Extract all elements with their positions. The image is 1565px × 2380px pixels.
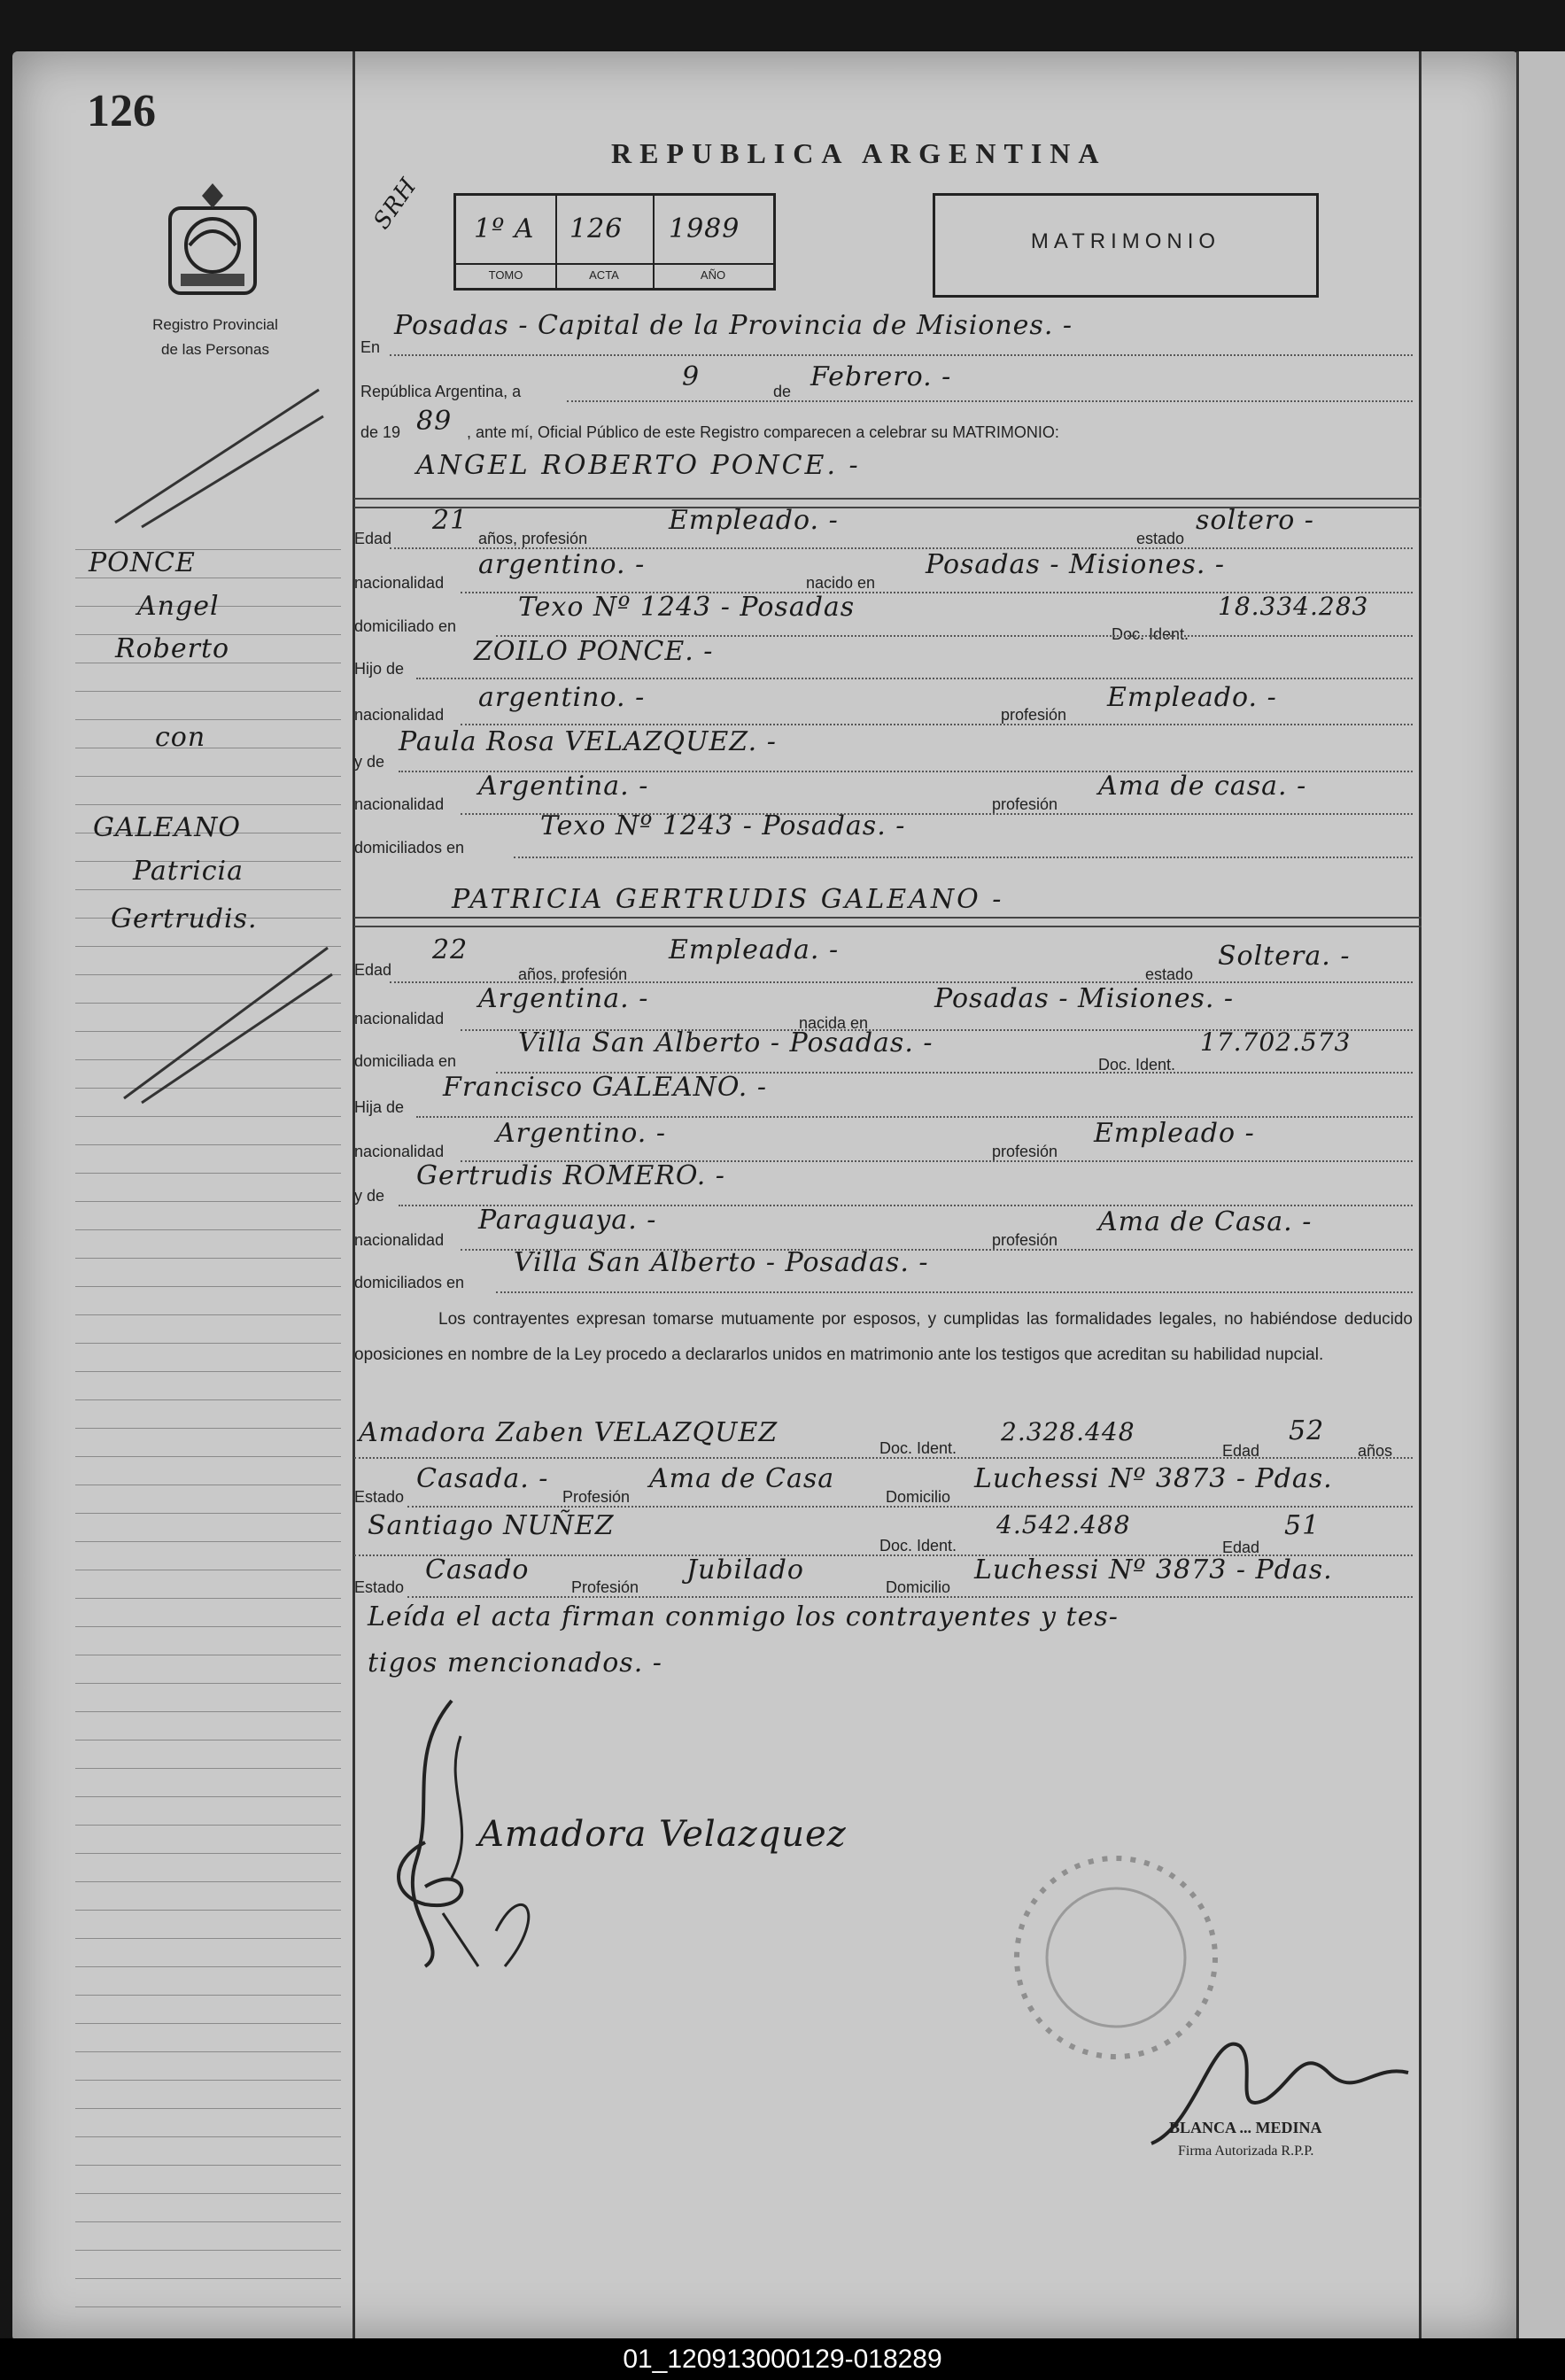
tomo-acta-anio-box [453, 193, 776, 291]
bride-mother: Gertrudis ROMERO. - [416, 1160, 725, 1191]
de-label: de [773, 383, 792, 400]
margin-ruled-line [75, 2051, 341, 2052]
image-caption: 01_120913000129-018289 [0, 2338, 1565, 2380]
margin-ruled-line [75, 2221, 341, 2222]
groom-mother-prof-label: profesión [992, 795, 1058, 813]
groom-status-label: estado [1136, 530, 1185, 547]
margin-ruled-line [75, 1116, 341, 1117]
bride-birthplace-label: nacida en [799, 1014, 869, 1032]
margin-ruled-line [75, 1229, 341, 1230]
bride-father-prof: Empleado - [1094, 1118, 1255, 1149]
bride-name: PATRICIA GERTRUDIS GALEANO - [452, 884, 1004, 915]
witness1-status-label: Estado [354, 1488, 405, 1506]
margin-ruled-line [75, 1513, 341, 1514]
margin-ruled-line [75, 2023, 341, 2024]
register-line2: de las Personas [161, 341, 269, 358]
witness2-address: Luchessi Nº 3873 - Pdas. [974, 1554, 1333, 1585]
margin-ruled-line [75, 776, 341, 777]
margin-ruled-line [75, 1881, 341, 1882]
witness2-status: Casado [425, 1554, 530, 1585]
bride-age-label: Edad [354, 961, 392, 979]
groom-mother: Paula Rosa VELAZQUEZ. - [399, 726, 777, 757]
witness1-name: Amadora Zaben VELAZQUEZ [359, 1417, 779, 1448]
groom-name: ANGEL ROBERTO PONCE. - [416, 450, 861, 481]
dotted-line [496, 1291, 1413, 1293]
rule [354, 498, 1422, 500]
margin-ruled-line [75, 2108, 341, 2109]
margin-ruled-line [75, 1428, 341, 1429]
witness2-profession: Jubilado [686, 1554, 804, 1585]
groom-profession: Empleado. - [669, 505, 839, 536]
margin-ruled-line [75, 1796, 341, 1797]
margin-ruled-line [75, 1626, 341, 1627]
margin-ruled-line [75, 1825, 341, 1826]
witness-signature: Amadora Velazquez [478, 1814, 847, 1855]
dotted-line [461, 724, 1413, 725]
bride-father-prof-label: profesión [992, 1143, 1058, 1160]
day-value: 9 [682, 361, 701, 392]
margin-ruled-line [75, 1768, 341, 1769]
groom-age-label: Edad [354, 530, 392, 547]
witness1-address-label: Domicilio [886, 1488, 951, 1506]
witness1-id-label: Doc. Ident. [879, 1439, 957, 1457]
groom-address: Texo Nº 1243 - Posadas [518, 592, 856, 623]
groom-father-nat: argentino. - [478, 682, 646, 713]
margin-connector: con [155, 722, 206, 753]
groom-parents-address: Texo Nº 1243 - Posadas. - [540, 810, 906, 841]
dotted-line [407, 1506, 1413, 1508]
groom-age: 21 [432, 505, 469, 536]
witness1-prof-label: Profesión [562, 1488, 631, 1506]
bride-address: Villa San Alberto - Posadas. - [518, 1027, 934, 1058]
bride-parents-address: Villa San Alberto - Posadas. - [514, 1247, 929, 1278]
margin-ruled-line [75, 2278, 341, 2279]
register-line1: Registro Provincial [152, 316, 278, 333]
margin-ruled-line [75, 1938, 341, 1939]
margin-bride-given1: Patricia [133, 856, 244, 887]
margin-groom-given2: Roberto [115, 633, 230, 664]
bride-father-nat-label: nacionalidad [354, 1143, 445, 1160]
bride-nationality-label: nacionalidad [354, 1010, 445, 1027]
groom-father-label: Hijo de [354, 660, 405, 678]
margin-ruled-line [75, 1966, 341, 1967]
margin-ruled-line [75, 2250, 341, 2251]
margin-bride-given2: Gertrudis. [111, 903, 258, 934]
margin-groom-surname: PONCE [89, 547, 196, 578]
bride-father: Francisco GALEANO. - [443, 1072, 767, 1103]
margin-ruled-line [75, 1144, 341, 1145]
dotted-line [407, 1596, 1413, 1598]
witness2-age-label: Edad [1222, 1539, 1260, 1556]
anio-label: AÑO [700, 268, 726, 282]
bride-prof-label: años, profesión [518, 965, 628, 983]
groom-father: ZOILO PONCE. - [474, 636, 714, 667]
tomo-value: 1º A [474, 213, 535, 244]
margin-ruled-line [75, 1541, 341, 1542]
folio-number: 126 [87, 86, 156, 136]
groom-id: 18.334.283 [1218, 592, 1369, 621]
margin-ruled-line [75, 1343, 341, 1344]
bride-age: 22 [432, 934, 469, 965]
dotted-line [390, 354, 1413, 356]
place-value: Posadas - Capital de la Provincia de Misiones. - [394, 310, 1073, 341]
officer-stamp-title: Firma Autorizada R.P.P. [1178, 2144, 1314, 2159]
margin-ruled-line [75, 1399, 341, 1400]
republica-label: República Argentina, a [360, 383, 522, 400]
groom-parents-address-label: domiciliados en [354, 839, 465, 857]
witness1-age-label: Edad [1222, 1442, 1260, 1460]
right-border-line [1419, 51, 1422, 2341]
dotted-line [567, 400, 1413, 402]
groom-status: soltero - [1196, 505, 1314, 536]
witness2-status-label: Estado [354, 1578, 405, 1596]
groom-prof-label: años, profesión [478, 530, 588, 547]
groom-mother-nat-label: nacionalidad [354, 795, 445, 813]
bride-mother-prof: Ama de Casa. - [1098, 1206, 1313, 1237]
margin-groom-given1: Angel [137, 591, 220, 622]
margin-ruled-line [75, 889, 341, 890]
provincial-seal-icon [163, 182, 262, 298]
month-value: Febrero. - [810, 361, 952, 392]
dotted-line [416, 678, 1413, 679]
margin-slash-mark [106, 381, 328, 531]
bride-address-label: domiciliada en [354, 1052, 457, 1070]
margin-ruled-line [75, 2080, 341, 2081]
dotted-line [354, 1457, 1413, 1459]
country-title: REPUBLICA ARGENTINA [611, 137, 1107, 169]
margin-ruled-line [75, 1258, 341, 1259]
witness2-id: 4.542.488 [996, 1510, 1131, 1539]
groom-father-prof-label: profesión [1001, 706, 1067, 724]
margin-ruled-line [75, 1173, 341, 1174]
groom-birthplace-label: nacido en [806, 574, 876, 592]
bride-birthplace: Posadas - Misiones. - [934, 983, 1235, 1014]
margin-ruled-line [75, 2193, 341, 2194]
witness1-age: 52 [1289, 1415, 1325, 1446]
officer-stamp-name: BLANCA ... MEDINA [1169, 2119, 1322, 2136]
dotted-line [514, 857, 1413, 858]
groom-father-prof: Empleado. - [1107, 682, 1277, 713]
groom-mother-prof: Ama de casa. - [1098, 771, 1307, 802]
margin-ruled-line [75, 691, 341, 692]
declaration-paragraph: Los contrayentes expresan tomarse mutuamente por esposos, y cumplidas las formalidades legales, no habiéndose deducido oposiciones en nombre de la Ley procedo a declararlos unidos en matrimonio ante los testigos que acreditan su habilidad nupcial. [354, 1310, 1413, 1364]
margin-ruled-line [75, 1683, 341, 1684]
margin-ruled-line [75, 1286, 341, 1287]
witness2-id-label: Doc. Ident. [879, 1537, 957, 1554]
margin-ruled-line [75, 1711, 341, 1712]
margin-ruled-line [75, 2165, 341, 2166]
appear-sentence: , ante mí, Oficial Público de este Registro comparecen a celebrar su MATRIMONIO: [467, 423, 1059, 441]
bride-id-label: Doc. Ident. [1098, 1056, 1176, 1074]
witness1-id: 2.328.448 [1001, 1417, 1135, 1446]
margin-ruled-line [75, 1314, 341, 1315]
closing-line2: tigos mencionados. - [368, 1647, 662, 1678]
en-label: En [360, 338, 381, 356]
closing-line1: Leída el acta firman conmigo los contrayentes y tes- [368, 1601, 1119, 1632]
acta-label: ACTA [589, 268, 619, 282]
margin-ruled-line [75, 719, 341, 720]
margin-ruled-line [75, 1598, 341, 1599]
bride-nationality: Argentina. - [478, 983, 649, 1014]
rule [354, 917, 1422, 919]
bride-mother-nat-label: nacionalidad [354, 1231, 445, 1249]
bride-mother-label: y de [354, 1187, 385, 1205]
year-prefix: de 19 [360, 423, 401, 441]
bride-status: Soltera. - [1218, 941, 1351, 972]
bride-id: 17.702.573 [1200, 1027, 1352, 1057]
witness1-address: Luchessi Nº 3873 - Pdas. [974, 1463, 1333, 1494]
rule [354, 926, 1422, 927]
witness1-profession: Ama de Casa [649, 1463, 835, 1494]
groom-nationality-label: nacionalidad [354, 574, 445, 592]
groom-id-label: Doc. Ident. [1112, 625, 1189, 643]
groom-father-nat-label: nacionalidad [354, 706, 445, 724]
adjacent-page-edge [1516, 51, 1565, 2341]
witness2-address-label: Domicilio [886, 1578, 951, 1596]
margin-ruled-line [75, 1456, 341, 1457]
bride-father-label: Hija de [354, 1098, 405, 1116]
year-value: 89 [416, 406, 453, 437]
margin-ruled-line [75, 2136, 341, 2137]
witness1-years-label: años [1358, 1442, 1393, 1460]
doc-type-box [933, 193, 1319, 298]
groom-mother-nat: Argentina. - [478, 771, 649, 802]
witness2-age: 51 [1284, 1510, 1321, 1541]
groom-birthplace: Posadas - Misiones. - [926, 549, 1226, 580]
bride-mother-prof-label: profesión [992, 1231, 1058, 1249]
groom-address-label: domiciliado en [354, 617, 457, 635]
margin-ruled-line [75, 2306, 341, 2307]
witness1-status: Casada. - [416, 1463, 549, 1494]
bride-parents-address-label: domiciliados en [354, 1274, 465, 1291]
margin-slash-mark [115, 939, 337, 1107]
anio-value: 1989 [669, 213, 740, 244]
bride-father-nat: Argentino. - [496, 1118, 666, 1149]
margin-bride-surname: GALEANO [93, 812, 241, 843]
margin-ruled-line [75, 1371, 341, 1372]
margin-ruled-line [75, 1853, 341, 1854]
margin-ruled-line [75, 804, 341, 805]
margin-ruled-line [75, 1995, 341, 1996]
tomo-label: TOMO [488, 268, 523, 282]
bride-mother-nat: Paraguaya. - [478, 1205, 657, 1236]
bride-status-label: estado [1145, 965, 1194, 983]
groom-nationality: argentino. - [478, 549, 646, 580]
groom-mother-label: y de [354, 753, 385, 771]
acta-value: 126 [569, 213, 624, 244]
bride-profession: Empleada. - [669, 934, 840, 965]
witness2-name: Santiago NUÑEZ [368, 1510, 615, 1541]
margin-ruled-line [75, 1201, 341, 1202]
doc-type-label: MATRIMONIO [1030, 229, 1221, 253]
annotation-initials: SRH [368, 173, 422, 235]
margin-ruled-line [75, 1910, 341, 1911]
witness2-prof-label: Profesión [571, 1578, 639, 1596]
